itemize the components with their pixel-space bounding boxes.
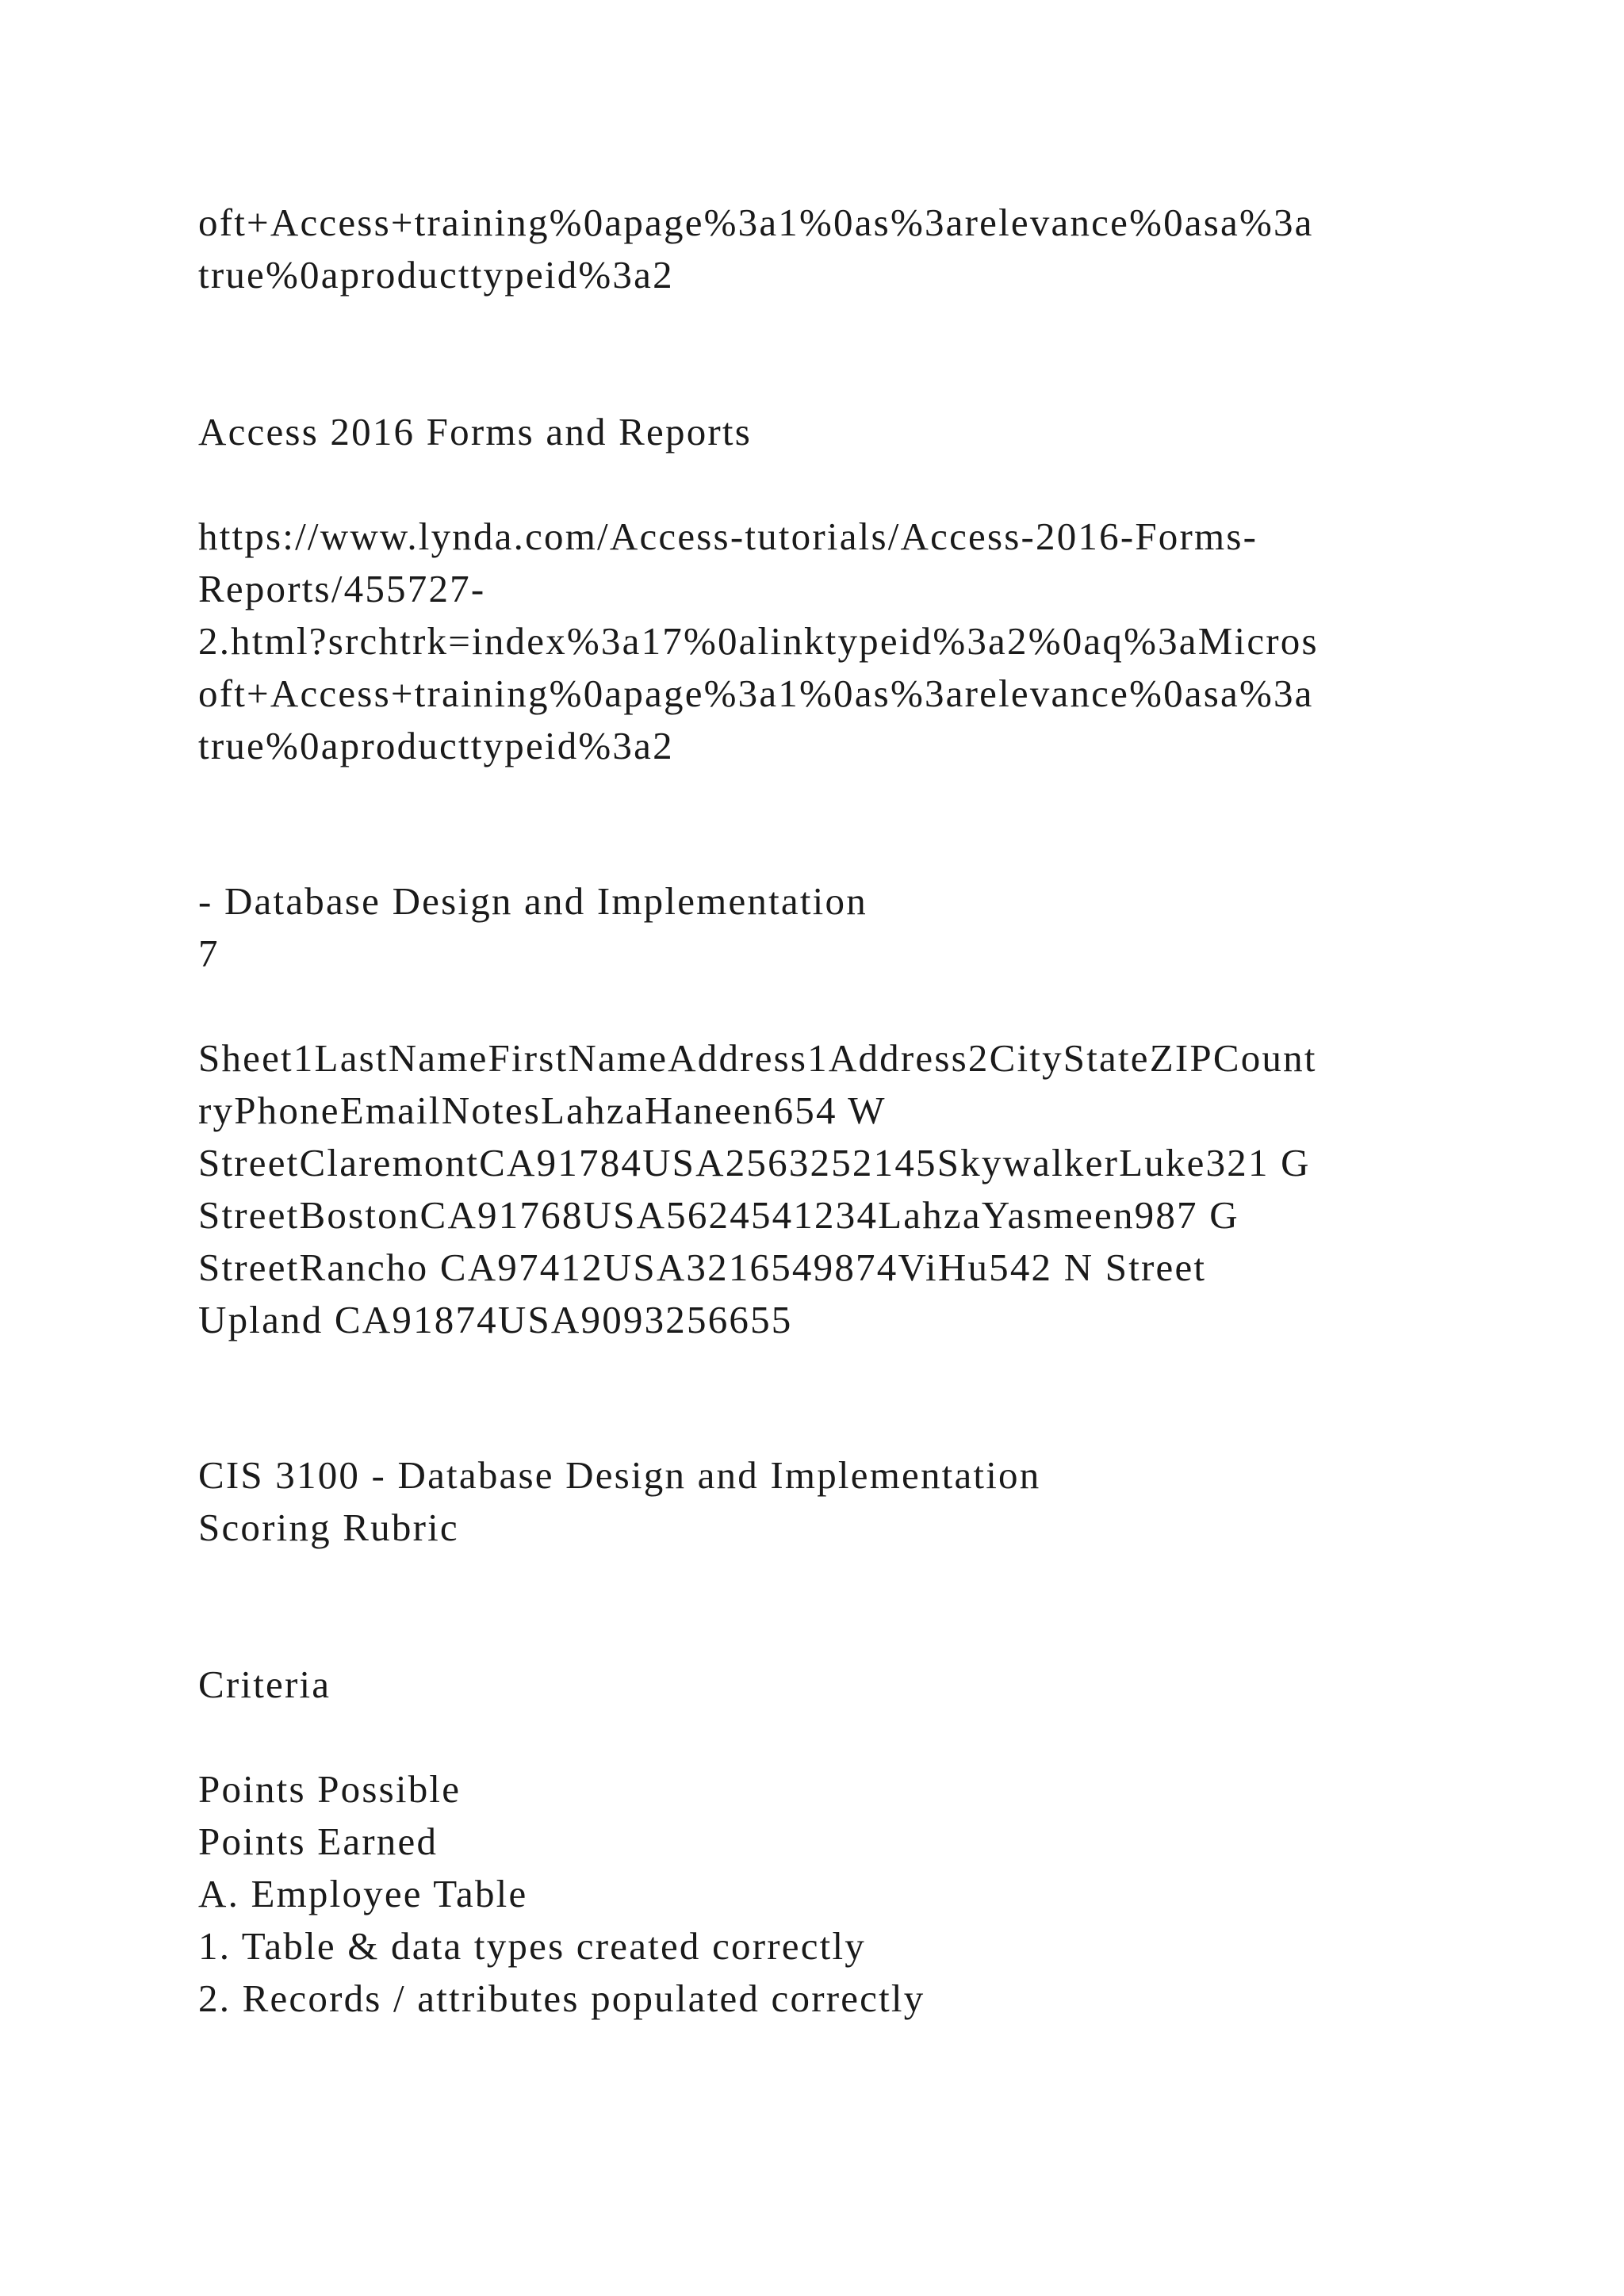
sheet-line: StreetClaremontCA91784USA2563252145SkywalkerLuke321 G bbox=[198, 1141, 1311, 1184]
criteria-header bbox=[198, 1659, 1507, 1711]
page-number: 7 bbox=[198, 932, 220, 975]
sheet-data-text bbox=[198, 1032, 1507, 1346]
url-line: oft+Access+training%0apage%3a1%0as%3arelevance%0asa%3a bbox=[198, 672, 1314, 715]
sheet-line: ryPhoneEmailNotesLahzaHaneen654 W bbox=[198, 1089, 887, 1132]
rubric-heading bbox=[198, 1449, 1507, 1554]
sheet-line: StreetRancho CA97412USA3216549874ViHu542 N Street bbox=[198, 1246, 1207, 1289]
rubric-table-text bbox=[198, 1763, 1507, 2025]
course-title bbox=[198, 406, 1507, 458]
footer-title: - Database Design and Implementation bbox=[198, 879, 868, 923]
points-earned-header: Points Earned bbox=[198, 1820, 439, 1863]
rubric-title: CIS 3100 - Database Design and Implementation bbox=[198, 1453, 1041, 1497]
sheet-line: Upland CA91874USA9093256655 bbox=[198, 1298, 793, 1341]
rubric-subtitle: Scoring Rubric bbox=[198, 1506, 459, 1549]
sheet-line: Sheet1LastNameFirstNameAddress1Address2CityStateZIPCount bbox=[198, 1036, 1317, 1080]
course-title-text: Access 2016 Forms and Reports bbox=[198, 410, 753, 453]
url-line: 2.html?srchtrk=index%3a17%0alinktypeid%3a2%0aq%3aMicros bbox=[198, 619, 1319, 663]
page-footer bbox=[198, 875, 1507, 980]
url-line: Reports/455727- bbox=[198, 567, 486, 610]
url-line: oft+Access+training%0apage%3a1%0as%3arelevance%0asa%3a bbox=[198, 201, 1314, 244]
sheet-line: StreetBostonCA91768USA5624541234LahzaYasmeen987 G bbox=[198, 1193, 1239, 1237]
course-url bbox=[198, 511, 1507, 772]
rubric-item: 1. Table & data types created correctly bbox=[198, 1924, 866, 1968]
criteria-label: Criteria bbox=[198, 1663, 331, 1706]
url-line: https://www.lynda.com/Access-tutorials/Access-2016-Forms- bbox=[198, 515, 1258, 558]
url-line: true%0aproducttypeid%3a2 bbox=[198, 724, 674, 767]
url-line: true%0aproducttypeid%3a2 bbox=[198, 253, 674, 297]
rubric-item: 2. Records / attributes populated correctly bbox=[198, 1976, 925, 2020]
points-possible-header: Points Possible bbox=[198, 1767, 462, 1811]
section-heading: A. Employee Table bbox=[198, 1872, 528, 1915]
url-continuation bbox=[198, 197, 1507, 301]
